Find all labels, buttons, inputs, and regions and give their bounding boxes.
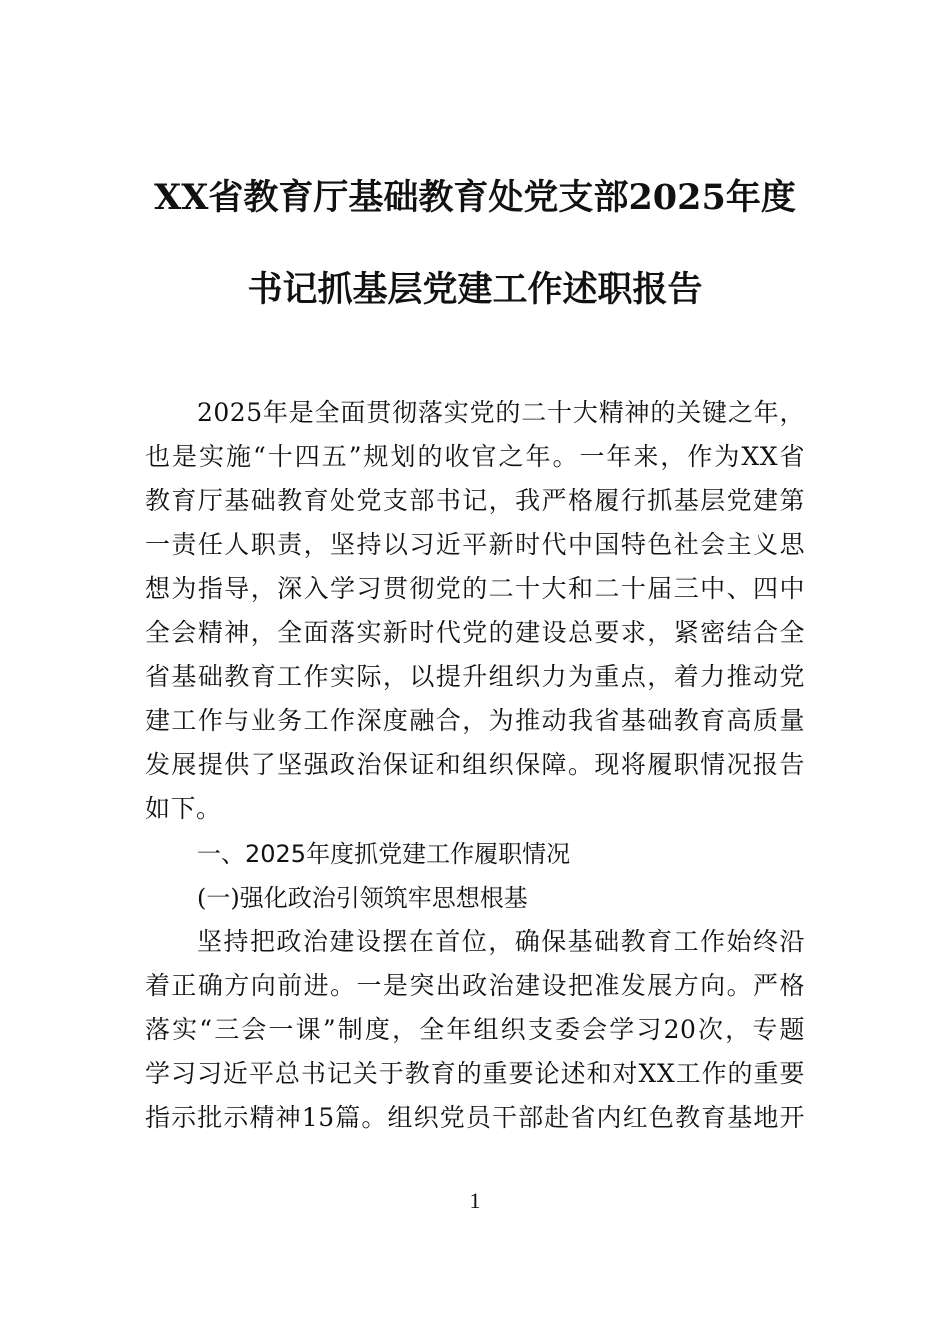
- paragraph-line: 建工作与业务工作深度融合，为推动我省基础教育高质量: [145, 706, 805, 735]
- paragraph-line: 想为指导，深入学习贯彻党的二十大和二十届三中、四中: [145, 574, 805, 603]
- paragraph-line: 发展提供了坚强政治保证和组织保障。现将履职情况报告: [145, 750, 805, 779]
- page-number: 1: [469, 1188, 481, 1213]
- paragraph-line: 着正确方向前进。一是突出政治建设把准发展方向。严格: [145, 971, 805, 1000]
- paragraph-line: 全会精神，全面落实新时代党的建设总要求，紧密结合全: [145, 618, 805, 647]
- paragraph-line: 如下。: [145, 794, 222, 823]
- document-title-line-2: 书记抓基层党建工作述职报告: [247, 269, 703, 310]
- section-heading-1: 一、2025年度抓党建工作履职情况: [197, 840, 571, 868]
- paragraph-line: 坚持把政治建设摆在首位，确保基础教育工作始终沿: [197, 927, 805, 956]
- paragraph-line: 落实“三会一课”制度，全年组织支委会学习20次，专题: [145, 1015, 805, 1044]
- paragraph-line: 也是实施“十四五”规划的收官之年。一年来，作为XX省: [145, 442, 805, 471]
- document-title-line-1: XX省教育厅基础教育处党支部2025年度: [154, 177, 796, 218]
- paragraph-line: 教育厅基础教育处党支部书记，我严格履行抓基层党建第: [145, 486, 805, 515]
- paragraph-line: 学习习近平总书记关于教育的重要论述和对XX工作的重要: [145, 1059, 805, 1088]
- paragraph-line: 省基础教育工作实际，以提升组织力为重点，着力推动党: [145, 662, 805, 691]
- paragraph-line: 一责任人职责，坚持以习近平新时代中国特色社会主义思: [145, 530, 805, 559]
- paragraph-line: 指示批示精神15篇。组织党员干部赴省内红色教育基地开: [145, 1103, 805, 1132]
- paragraph-line: 2025年是全面贯彻落实党的二十大精神的关键之年，: [197, 398, 805, 427]
- section-heading-2: (一)强化政治引领筑牢思想根基: [197, 884, 528, 912]
